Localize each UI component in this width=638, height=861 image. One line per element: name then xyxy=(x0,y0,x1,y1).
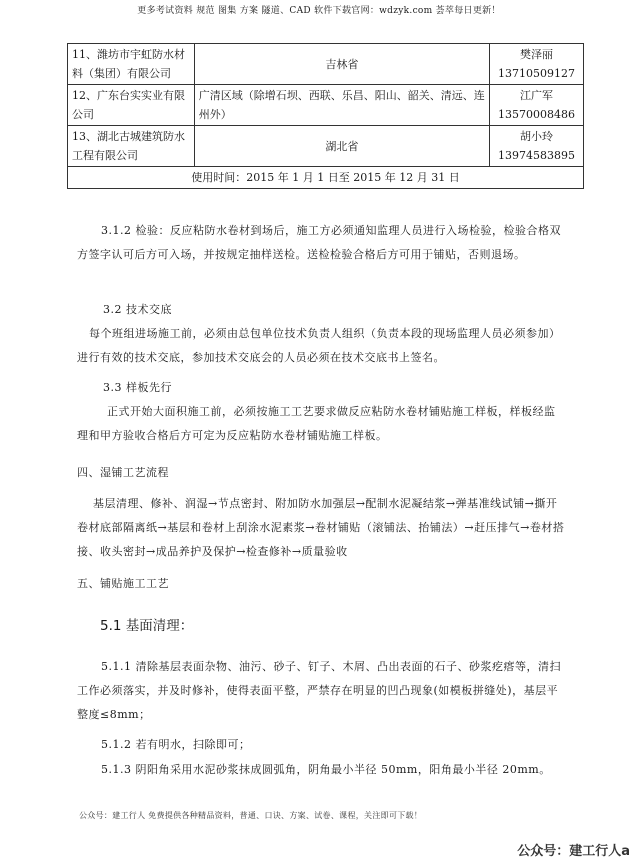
paragraph-5-1-1: 5.1.1 清除基层表面杂物、油污、砂子、钉子、木屑、凸出表面的石子、砂浆疙瘩等，清扫工作必须落实，并及时修补，使得表面平整，严禁存在明显的凹凸现象(如模板拼缝处)，基层平整度≤8mm； xyxy=(77,660,561,721)
contact-name: 江广军 xyxy=(520,89,553,102)
supplier-table xyxy=(67,43,584,189)
paragraph-4: 基层清理、修补、润湿→节点密封、附加防水加强层→配制水泥凝结浆→弹基准线试铺→撕开卷材底部隔离纸→基层和卷材上刮涂水泥素浆→卷材铺贴（滚铺法、抬铺法）→赶压排气→卷材搭接、收头密封→成品养护及保护→检查修补→质量验收 xyxy=(77,497,565,558)
paragraph-3-2: 每个班组进场施工前，必须由总包单位技术负责人组织（负责本段的现场监理人员必须参加）进行有效的技术交底，参加技术交底会的人员必须在技术交底书上签名。 xyxy=(77,327,561,364)
paragraph-5-1-3: 5.1.3 阴阳角采用水泥砂浆抹成圆弧角，阴角最小半径 50mm，阳角最小半径 20mm。 xyxy=(101,763,551,776)
table-row xyxy=(68,85,584,126)
paragraph-3-1-2: 3.1.2 检验：反应粘防水卷材到场后，施工方必须通知监理人员进行入场检验，检验合格双方签字认可后方可入场，并按规定抽样送检。送检检验合格后方可用于铺贴，否则退场。 xyxy=(77,224,561,261)
contact-name: 胡小玲 xyxy=(520,130,553,143)
heading-5: 五、铺贴施工工艺 xyxy=(77,577,169,590)
heading-3-2: 3.2 技术交底 xyxy=(103,303,172,316)
paragraph-3-3: 正式开始大面积施工前，必须按施工工艺要求做反应粘防水卷材铺贴施工样板，样板经监理和甲方验收合格后方可定为反应粘防水卷材铺贴施工样板。 xyxy=(77,405,556,442)
supplier-contact-cell xyxy=(490,126,584,167)
contact-name: 樊泽丽 xyxy=(520,48,553,61)
heading-3-3: 3.3 样板先行 xyxy=(103,381,172,394)
table-row xyxy=(68,126,584,167)
contact-phone: 13710509127 xyxy=(498,67,575,80)
supplier-name-cell: 12、广东台实实业有限公司 xyxy=(68,85,195,126)
supplier-region-cell: 广清区域（除增石坝、西联、乐昌、阳山、韶关、清远、连州外） xyxy=(194,85,489,126)
contact-phone: 13974583895 xyxy=(498,149,575,162)
usage-period-cell: 使用时间：2015 年 1 月 1 日至 2015 年 12 月 31 日 xyxy=(68,167,584,189)
paragraph-5-1-2: 5.1.2 若有明水，扫除即可； xyxy=(101,738,251,751)
supplier-name-cell: 11、潍坊市宇虹防水材料（集团）有限公司 xyxy=(68,44,195,85)
heading-5-1: 5.1 基面清理： xyxy=(100,618,194,634)
contact-phone: 13570008486 xyxy=(498,108,575,121)
supplier-contact-cell xyxy=(490,44,584,85)
supplier-region-cell: 吉林省 xyxy=(194,44,489,85)
table-row xyxy=(68,167,584,189)
supplier-contact-cell xyxy=(490,85,584,126)
heading-4: 四、湿铺工艺流程 xyxy=(77,466,169,479)
table-row xyxy=(68,44,584,85)
supplier-region-cell: 湖北省 xyxy=(194,126,489,167)
footer-brand-watermark: 公众号：建工行人a xyxy=(517,844,630,859)
supplier-name-cell: 13、湖北古城建筑防水工程有限公司 xyxy=(68,126,195,167)
footer-note: 公众号：建工行人 免费提供各种精品资料，普通、口诀、方案、试卷、课程，关注即可下载！ xyxy=(79,811,423,820)
site-header-banner: 更多考试资料 规范 图集 方案 隧道、CAD 软件下载官网：wdzyk.com 荟萃每日更新！ xyxy=(137,6,501,16)
